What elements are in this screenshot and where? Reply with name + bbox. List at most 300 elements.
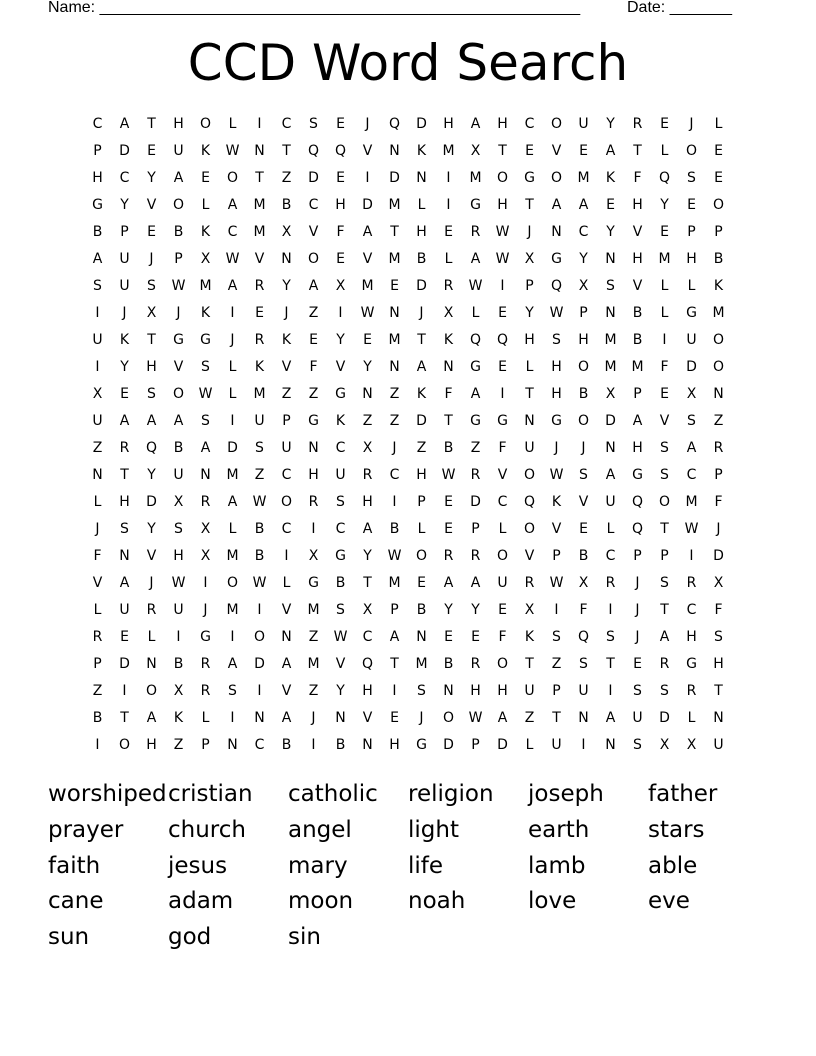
grid-letter: T bbox=[444, 413, 453, 429]
grid-letter: V bbox=[632, 278, 643, 294]
grid-letter: D bbox=[605, 413, 616, 429]
grid-letter: A bbox=[605, 710, 616, 726]
grid-letter: M bbox=[469, 170, 482, 186]
grid-letter: S bbox=[579, 656, 588, 672]
grid-letter: G bbox=[551, 413, 562, 429]
grid-letter: E bbox=[417, 575, 426, 591]
grid-letter: L bbox=[228, 521, 237, 537]
grid-letter: P bbox=[201, 737, 210, 753]
grid-letter: R bbox=[92, 629, 103, 645]
grid-letter: L bbox=[282, 575, 291, 591]
grid-letter: L bbox=[93, 602, 102, 618]
grid-letter: N bbox=[443, 359, 454, 375]
grid-letter: R bbox=[659, 656, 670, 672]
grid-letter: N bbox=[389, 305, 400, 321]
grid-letter: U bbox=[632, 710, 643, 726]
grid-letter: P bbox=[120, 224, 129, 240]
word-list-item: church bbox=[168, 816, 246, 843]
grid-letter: X bbox=[92, 386, 103, 402]
grid-letter: T bbox=[147, 332, 156, 348]
grid-letter: Q bbox=[469, 332, 482, 348]
grid-letter: J bbox=[284, 305, 289, 321]
grid-letter: H bbox=[443, 116, 454, 132]
word-list-item: earth bbox=[528, 816, 590, 843]
grid-letter: X bbox=[659, 737, 670, 753]
grid-letter: N bbox=[254, 143, 265, 159]
grid-letter: G bbox=[551, 251, 562, 267]
grid-letter: K bbox=[443, 332, 454, 348]
grid-letter: N bbox=[362, 386, 373, 402]
grid-letter: Q bbox=[307, 143, 320, 159]
grid-letter: V bbox=[308, 224, 319, 240]
grid-letter: I bbox=[95, 359, 100, 375]
grid-letter: R bbox=[308, 494, 319, 510]
grid-letter: Z bbox=[254, 467, 265, 483]
grid-letter: A bbox=[119, 116, 130, 132]
grid-letter: L bbox=[444, 251, 453, 267]
grid-letter: T bbox=[120, 467, 129, 483]
grid-letter: M bbox=[253, 197, 266, 213]
grid-letter: J bbox=[554, 440, 559, 456]
grid-letter: J bbox=[149, 251, 154, 267]
grid-letter: C bbox=[578, 224, 589, 240]
grid-letter: T bbox=[525, 386, 534, 402]
grid-letter: V bbox=[281, 359, 292, 375]
grid-letter: A bbox=[362, 521, 373, 537]
grid-letter: O bbox=[307, 251, 320, 267]
grid-letter: B bbox=[713, 251, 724, 267]
grid-letter: R bbox=[470, 224, 481, 240]
grid-letter: M bbox=[388, 575, 401, 591]
grid-letter: Q bbox=[361, 656, 374, 672]
grid-letter: L bbox=[687, 710, 696, 726]
page-title: CCD Word Search bbox=[187, 34, 629, 92]
grid-letter: N bbox=[227, 737, 238, 753]
grid-letter: J bbox=[122, 305, 127, 321]
grid-letter: T bbox=[525, 197, 534, 213]
grid-letter: A bbox=[551, 197, 562, 213]
grid-letter: H bbox=[497, 197, 508, 213]
grid-letter: S bbox=[255, 440, 264, 456]
grid-letter: W bbox=[252, 494, 267, 510]
grid-letter: Y bbox=[147, 521, 156, 537]
grid-letter: A bbox=[227, 656, 238, 672]
word-list-item: cristian bbox=[168, 781, 253, 807]
grid-letter: D bbox=[416, 413, 427, 429]
word-list-item: light bbox=[408, 816, 459, 843]
grid-letter: S bbox=[552, 332, 561, 348]
grid-letter: N bbox=[308, 440, 319, 456]
grid-letter: L bbox=[660, 143, 669, 159]
grid-letter: C bbox=[686, 467, 697, 483]
grid-letter: M bbox=[442, 143, 455, 159]
grid-letter: U bbox=[578, 116, 589, 132]
grid-letter: M bbox=[577, 170, 590, 186]
grid-letter: I bbox=[689, 548, 694, 564]
grid-letter: S bbox=[93, 278, 102, 294]
grid-letter: J bbox=[419, 710, 424, 726]
grid-letter: V bbox=[497, 467, 508, 483]
grid-letter: P bbox=[93, 656, 102, 672]
grid-letter: D bbox=[497, 737, 508, 753]
grid-letter: E bbox=[498, 359, 507, 375]
grid-letter: R bbox=[470, 656, 481, 672]
grid-letter: J bbox=[95, 521, 100, 537]
grid-letter: W bbox=[387, 548, 402, 564]
grid-letter: C bbox=[308, 197, 319, 213]
grid-letter: G bbox=[200, 332, 211, 348]
grid-letter: U bbox=[524, 683, 535, 699]
word-list-item: religion bbox=[408, 781, 494, 807]
grid-letter: E bbox=[120, 629, 129, 645]
grid-letter: B bbox=[281, 737, 292, 753]
grid-letter: A bbox=[146, 710, 157, 726]
grid-letter: J bbox=[716, 521, 721, 537]
grid-letter: V bbox=[524, 548, 535, 564]
grid-letter: Y bbox=[579, 251, 588, 267]
grid-letter: I bbox=[257, 683, 262, 699]
grid-letter: K bbox=[524, 629, 535, 645]
grid-letter: Y bbox=[471, 602, 480, 618]
grid-letter: F bbox=[714, 602, 723, 618]
grid-letter: M bbox=[226, 602, 239, 618]
grid-letter: I bbox=[446, 170, 451, 186]
grid-letter: F bbox=[309, 359, 318, 375]
grid-letter: H bbox=[416, 224, 427, 240]
grid-letter: Q bbox=[388, 116, 401, 132]
grid-letter: L bbox=[471, 305, 480, 321]
grid-letter: C bbox=[497, 494, 508, 510]
grid-letter: J bbox=[230, 332, 235, 348]
grid-letter: J bbox=[176, 305, 181, 321]
grid-letter: N bbox=[389, 359, 400, 375]
grid-letter: H bbox=[173, 548, 184, 564]
name-field-line: Name: ______________________________________________________ bbox=[48, 0, 581, 16]
grid-letter: W bbox=[441, 467, 456, 483]
grid-letter: M bbox=[307, 656, 320, 672]
grid-letter: Z bbox=[173, 737, 184, 753]
grid-letter: T bbox=[417, 332, 426, 348]
grid-letter: D bbox=[119, 656, 130, 672]
grid-letter: O bbox=[496, 548, 509, 564]
grid-letter: A bbox=[632, 413, 643, 429]
word-list-item: life bbox=[408, 852, 444, 879]
grid-letter: S bbox=[147, 386, 156, 402]
grid-letter: Y bbox=[147, 467, 156, 483]
grid-letter: H bbox=[335, 197, 346, 213]
grid-letter: H bbox=[173, 116, 184, 132]
grid-letter: M bbox=[658, 251, 671, 267]
grid-letter: T bbox=[282, 143, 291, 159]
grid-letter: F bbox=[498, 629, 507, 645]
grid-letter: S bbox=[606, 629, 615, 645]
grid-letter: G bbox=[470, 413, 481, 429]
grid-letter: H bbox=[713, 656, 724, 672]
grid-letter: L bbox=[228, 359, 237, 375]
grid-letter: N bbox=[605, 440, 616, 456]
grid-letter: E bbox=[336, 116, 345, 132]
grid-letter: Z bbox=[281, 170, 292, 186]
grid-letter: J bbox=[635, 629, 640, 645]
grid-letter: U bbox=[497, 575, 508, 591]
grid-letter: D bbox=[416, 116, 427, 132]
grid-letter: J bbox=[527, 224, 532, 240]
grid-letter: A bbox=[281, 710, 292, 726]
grid-letter: W bbox=[549, 467, 564, 483]
word-list bbox=[48, 778, 768, 957]
word-list-item: mary bbox=[288, 852, 348, 879]
grid-letter: Y bbox=[606, 224, 615, 240]
grid-letter: Z bbox=[308, 629, 319, 645]
grid-letter: W bbox=[333, 629, 348, 645]
grid-letter: H bbox=[632, 251, 643, 267]
grid-letter: Q bbox=[658, 170, 671, 186]
grid-letter: B bbox=[173, 656, 184, 672]
grid-letter: I bbox=[446, 197, 451, 213]
grid-letter: E bbox=[390, 278, 399, 294]
grid-letter: Z bbox=[389, 386, 400, 402]
grid-letter: T bbox=[363, 575, 372, 591]
grid-letter: M bbox=[253, 386, 266, 402]
grid-letter: E bbox=[201, 170, 210, 186]
grid-letter: Z bbox=[308, 386, 319, 402]
grid-letter: U bbox=[605, 494, 616, 510]
grid-letter: B bbox=[443, 440, 454, 456]
grid-letter: F bbox=[633, 170, 642, 186]
grid-letter: D bbox=[254, 656, 265, 672]
grid-letter: X bbox=[470, 143, 481, 159]
word-list-item: cane bbox=[48, 888, 104, 915]
grid-letter: K bbox=[713, 278, 724, 294]
grid-letter: K bbox=[605, 170, 616, 186]
grid-letter: S bbox=[201, 413, 210, 429]
grid-letter: K bbox=[551, 494, 562, 510]
grid-letter: B bbox=[416, 602, 427, 618]
grid-letter: R bbox=[254, 332, 265, 348]
grid-letter: R bbox=[686, 683, 697, 699]
grid-letter: G bbox=[524, 170, 535, 186]
grid-letter: J bbox=[392, 440, 397, 456]
grid-letter: S bbox=[336, 602, 345, 618]
grid-letter: S bbox=[660, 683, 669, 699]
grid-letter: N bbox=[389, 143, 400, 159]
grid-letter: L bbox=[417, 521, 426, 537]
grid-letter: A bbox=[470, 575, 481, 591]
grid-letter: P bbox=[552, 548, 561, 564]
grid-letter: T bbox=[714, 683, 723, 699]
grid-letter: M bbox=[388, 251, 401, 267]
grid-letter: S bbox=[120, 521, 129, 537]
grid-letter: R bbox=[524, 575, 535, 591]
grid-letter: V bbox=[551, 143, 562, 159]
grid-letter: H bbox=[632, 197, 643, 213]
grid-letter: N bbox=[281, 251, 292, 267]
grid-letter: J bbox=[203, 602, 208, 618]
grid-letter: D bbox=[308, 170, 319, 186]
grid-letter: U bbox=[578, 683, 589, 699]
grid-letter: R bbox=[632, 116, 643, 132]
grid-letter: V bbox=[254, 251, 265, 267]
grid-letter: A bbox=[470, 116, 481, 132]
grid-letter: I bbox=[581, 737, 586, 753]
grid-letter: H bbox=[551, 386, 562, 402]
grid-letter: I bbox=[284, 548, 289, 564]
grid-letter: O bbox=[685, 143, 698, 159]
grid-letter: B bbox=[335, 575, 346, 591]
grid-letter: K bbox=[200, 224, 211, 240]
grid-letter: V bbox=[173, 359, 184, 375]
grid-letter: U bbox=[524, 440, 535, 456]
grid-letter: N bbox=[605, 305, 616, 321]
grid-letter: L bbox=[228, 386, 237, 402]
grid-letter: S bbox=[714, 629, 723, 645]
grid-letter: C bbox=[605, 548, 616, 564]
word-list-item: catholic bbox=[288, 781, 378, 807]
grid-letter: K bbox=[200, 305, 211, 321]
grid-letter: U bbox=[173, 467, 184, 483]
grid-letter: L bbox=[201, 710, 210, 726]
grid-letter: G bbox=[416, 737, 427, 753]
grid-letter: Z bbox=[389, 413, 400, 429]
grid-letter: R bbox=[605, 575, 616, 591]
grid-letter: O bbox=[550, 116, 563, 132]
grid-letter: A bbox=[281, 656, 292, 672]
grid-letter: Q bbox=[496, 332, 509, 348]
grid-letter: W bbox=[549, 305, 564, 321]
grid-letter: R bbox=[713, 440, 724, 456]
grid-letter: A bbox=[605, 467, 616, 483]
grid-letter: E bbox=[633, 656, 642, 672]
grid-letter: A bbox=[470, 386, 481, 402]
grid-letter: B bbox=[254, 521, 265, 537]
grid-letter: P bbox=[390, 602, 399, 618]
grid-letter: V bbox=[335, 359, 346, 375]
grid-letter: I bbox=[500, 386, 505, 402]
grid-letter: A bbox=[308, 278, 319, 294]
grid-letter: O bbox=[415, 548, 428, 564]
grid-letter: A bbox=[389, 629, 400, 645]
grid-letter: G bbox=[632, 467, 643, 483]
grid-letter: P bbox=[633, 386, 642, 402]
grid-letter: D bbox=[227, 440, 238, 456]
grid-letter: Y bbox=[444, 602, 453, 618]
grid-letter: K bbox=[254, 359, 265, 375]
grid-letter: E bbox=[390, 710, 399, 726]
grid-letter: X bbox=[200, 251, 211, 267]
grid-letter: J bbox=[149, 575, 154, 591]
grid-letter: I bbox=[257, 116, 262, 132]
grid-letter: G bbox=[686, 305, 697, 321]
grid-letter: E bbox=[579, 143, 588, 159]
grid-letter: K bbox=[281, 332, 292, 348]
grid-letter: A bbox=[497, 710, 508, 726]
grid-letter: C bbox=[335, 521, 346, 537]
grid-letter: E bbox=[120, 386, 129, 402]
word-list-item: lamb bbox=[528, 852, 586, 879]
grid-letter: E bbox=[714, 143, 723, 159]
grid-letter: L bbox=[606, 521, 615, 537]
grid-letter: N bbox=[551, 224, 562, 240]
grid-letter: S bbox=[579, 467, 588, 483]
grid-letter: V bbox=[578, 494, 589, 510]
grid-letter: U bbox=[281, 440, 292, 456]
grid-letter: V bbox=[335, 656, 346, 672]
grid-letter: X bbox=[362, 602, 373, 618]
grid-letter: E bbox=[444, 224, 453, 240]
grid-letter: E bbox=[714, 170, 723, 186]
grid-letter: P bbox=[417, 494, 426, 510]
grid-letter: R bbox=[200, 656, 211, 672]
grid-letter: A bbox=[200, 440, 211, 456]
grid-letter: E bbox=[336, 251, 345, 267]
grid-letter: P bbox=[687, 224, 696, 240]
word-list-item: love bbox=[528, 888, 577, 915]
grid-letter: C bbox=[227, 224, 238, 240]
grid-letter: O bbox=[712, 359, 725, 375]
grid-letter: Q bbox=[550, 278, 563, 294]
grid-letter: I bbox=[311, 521, 316, 537]
grid-letter: G bbox=[308, 413, 319, 429]
grid-letter: S bbox=[417, 683, 426, 699]
grid-letter: U bbox=[551, 737, 562, 753]
grid-letter: C bbox=[281, 467, 292, 483]
grid-letter: P bbox=[714, 224, 723, 240]
grid-letter: B bbox=[335, 737, 346, 753]
grid-letter: P bbox=[633, 548, 642, 564]
grid-letter: U bbox=[335, 467, 346, 483]
grid-letter: X bbox=[443, 305, 454, 321]
grid-letter: M bbox=[685, 494, 698, 510]
grid-letter: T bbox=[120, 710, 129, 726]
grid-letter: N bbox=[416, 629, 427, 645]
date-field-line: Date: _______ bbox=[627, 0, 732, 16]
grid-letter: R bbox=[470, 548, 481, 564]
grid-letter: T bbox=[390, 224, 399, 240]
grid-letter: O bbox=[496, 656, 509, 672]
grid-letter: G bbox=[470, 197, 481, 213]
grid-letter: O bbox=[118, 737, 131, 753]
grid-letter: T bbox=[660, 521, 669, 537]
grid-letter: M bbox=[415, 656, 428, 672]
grid-letter: S bbox=[201, 359, 210, 375]
grid-letter: N bbox=[92, 467, 103, 483]
grid-letter: L bbox=[147, 629, 156, 645]
grid-letter: J bbox=[365, 116, 370, 132]
grid-letter: X bbox=[578, 575, 589, 591]
grid-letter: B bbox=[173, 440, 184, 456]
grid-letter: U bbox=[173, 143, 184, 159]
grid-letter: Q bbox=[523, 494, 536, 510]
grid-letter: P bbox=[174, 251, 183, 267]
grid-letter: V bbox=[362, 251, 373, 267]
grid-letter: N bbox=[254, 710, 265, 726]
grid-letter: S bbox=[336, 494, 345, 510]
grid-letter: C bbox=[389, 467, 400, 483]
grid-letter: M bbox=[631, 359, 644, 375]
grid-letter: X bbox=[686, 386, 697, 402]
grid-letter: A bbox=[362, 224, 373, 240]
grid-letter: Y bbox=[363, 548, 372, 564]
grid-letter: W bbox=[225, 251, 240, 267]
grid-letter: C bbox=[335, 440, 346, 456]
word-list-item: stars bbox=[648, 816, 705, 843]
grid-letter: O bbox=[712, 332, 725, 348]
grid-letter: S bbox=[660, 575, 669, 591]
grid-letter: S bbox=[633, 737, 642, 753]
grid-letter: T bbox=[606, 656, 615, 672]
grid-letter: U bbox=[92, 332, 103, 348]
grid-letter: M bbox=[361, 278, 374, 294]
